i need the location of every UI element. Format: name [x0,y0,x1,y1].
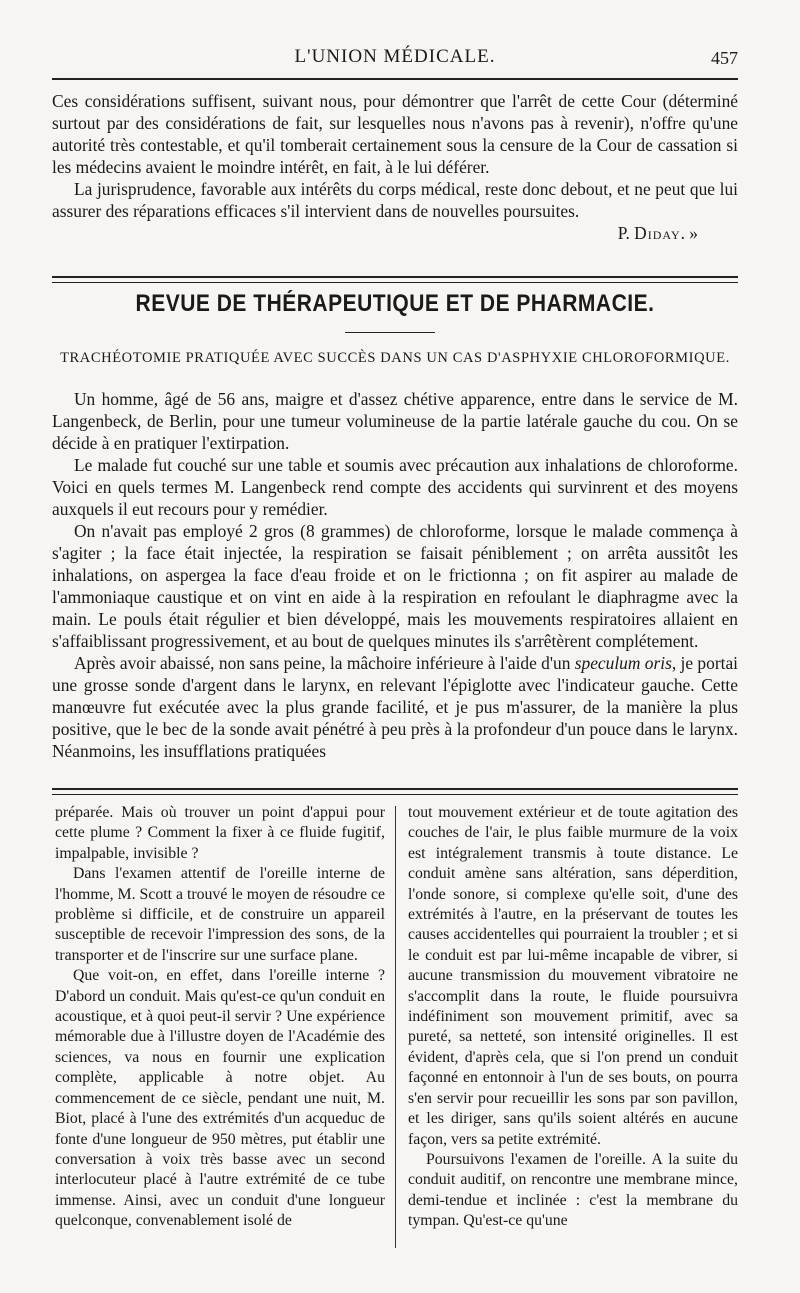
p4-italic-term: speculum oris [574,653,672,673]
p4-text-before: Après avoir abaissé, non sans peine, la mâchoire inférieure à l'aide d'un [74,653,575,673]
signature [52,222,738,244]
left-paragraph-3: Que voit-on, en effet, dans l'oreille interne ? D'abord un conduit. Mais qu'est-ce qu'un conduit en acoustique, et à quoi peut-il servir ? Une expérience mémorable due à l'illustre doyen de l'Académie des sciences, va nous en fournir une explication complète, applicable à notre objet. Au commencement de ce siècle, pendant une nuit, M. Biot, placé à l'une des extrémités d'un acqueduc de fonte d'une longueur de 950 mètres, put établir une conversation à voix très basse avec un second interlocuteur placé à l'autre extrémité de ce tube immense. Ainsi, avec un conduit d'une longueur quelconque, convenablement isolé de [55,967,385,1230]
section-title: REVUE DE THÉRAPEUTIQUE ET DE PHARMACIE. [135,290,655,317]
feuilleton-separator [52,788,738,795]
intro-paragraph-2: La jurisprudence, favorable aux intérêts du corps médical, reste donc debout, et ne peut que lui assurer des réparations efficaces s'il intervient dans de nouvelles poursuites. [52,179,738,221]
section-separator [52,276,738,283]
column-divider [395,806,396,1248]
intro-paragraph-1: Ces considérations suffisent, suivant nous, pour démontrer que l'arrêt de cette Cour (déterminé surtout par des considérations de fait, sur lesquelles nous n'avons pas à revenir), n'offre qu'une autorité très contestable, et qu'il tomberait certainement sous la censure de la Cour de cassation si les médecins avaient le moindre intérêt, en fait, à le lui déférer. [52,91,738,177]
article-body [52,388,738,762]
article-paragraph-3: On n'avait pas employé 2 gros (8 grammes) de chloroforme, lorsque le malade commença à s'agiter ; la face était injectée, la respiration se faisait péniblement ; on arrêta aussitôt les inhalations, on aspergea la face d'eau froide et on le frictionna ; on fit aspirer au malade de l'ammoniaque caustique et on vint en aide à la respiration en refoulant le diaphragme avec la main. Le pouls était régulier et bien développé, mais les mouvements respiratoires allaient en s'affaiblissant progressivement, et au bout de quelques minutes ils s'arrêtèrent complétement. [52,521,738,651]
right-paragraph-2: Poursuivons l'examen de l'oreille. A la suite du conduit auditif, on rencontre une membrane mince, demi-tendue et inclinée : c'est la membrane du tympan. Qu'est-ce qu'une [408,1150,738,1230]
header-rule [52,78,738,80]
intro-block [52,90,738,244]
right-paragraph-1: tout mouvement extérieur et de toute agitation des couches de l'air, le plus faible murmure de la voix est intégralement transmis à toute distance. Le conduit amène sans altération, sans déperdition, l'onde sonore, si complexe qu'elle soit, d'une des extrémités à l'autre, en la préservant de toutes les causes accidentelles qui pourraient la troubler ; et si le conduit est par lui-même incapable de vibrer, si aucune transmission du mouvement vibratoire ne s'accomplit dans la route, le fluide poursuivra indéfiniment son mouvement primitif, avec sa pureté, sa netteté, son intensité originelles. Il est évident, d'après cela, que si l'on prend un conduit façonné en entonnoir à l'un de ses bouts, on pourra s'en servir pour recueillir les sons par son pavillon, et les diriger, sans qu'ils soient altérés en aucune façon, vers sa petite extrémité. [408,804,738,1148]
article-paragraph-2: Le malade fut couché sur une table et soumis avec précaution aux inhalations de chloroforme. Voici en quels termes M. Langenbeck rend compte des accidents qui survinrent et des moyens auxquels il eut recours pour y remédier. [52,455,738,519]
title-rule [345,332,435,333]
feuilleton-left-column [55,803,385,1232]
journal-title: L'UNION MÉDICALE. [294,46,496,67]
signature-suffix: . » [680,223,698,243]
page-number: 457 [711,48,738,68]
running-header [52,40,738,70]
article-subtitle: TRACHÉOTOMIE PRATIQUÉE AVEC SUCCÈS DANS UN CAS D'ASPHYXIE CHLOROFORMIQUE. [60,350,730,366]
article-paragraph-1: Un homme, âgé de 56 ans, maigre et d'assez chétive apparence, entre dans le service de M. Langenbeck, de Berlin, pour une tumeur volumineuse de la partie latérale gauche du cou. On se décide à en pratiquer l'extirpation. [52,389,738,453]
left-paragraph-1: préparée. Mais où trouver un point d'appui pour cette plume ? Comment la fixer à ce fluide fugitif, impalpable, invisible ? [55,804,385,862]
article-paragraph-4 [52,652,738,762]
left-paragraph-2: Dans l'examen attentif de l'oreille interne de l'homme, M. Scott a trouvé le moyen de résoudre ce problème si difficile, et de construire un appareil susceptible de recevoir l'impression des sons, de la transporter et de l'inscrire sur une surface plane. [55,865,385,964]
p4-text-after: , je portai une grosse sonde d'argent dans le larynx, en relevant l'épiglotte avec l'indicateur gauche. Cette manœuvre fut exécutée avec la plus grande facilité, et je pus m'assurer, de la manière la plus positive, que le bec de la sonde avait pénétré à peu près à la profondeur d'un pouce dans le larynx. Néanmoins, les insufflations pratiquées [52,653,739,761]
feuilleton-right-column [408,803,738,1232]
signature-prefix: P. [617,223,630,243]
signature-name: Diday [634,223,681,243]
